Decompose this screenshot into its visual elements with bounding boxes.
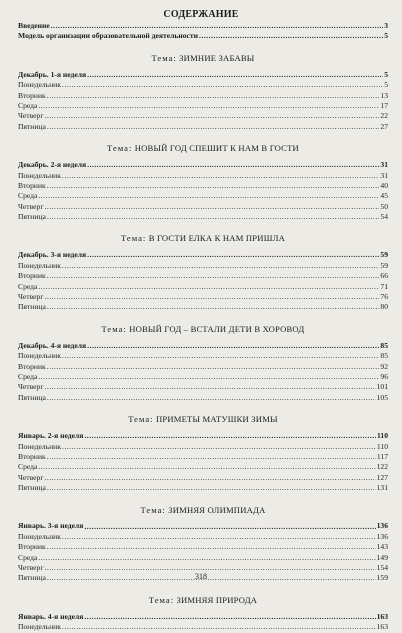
- toc-entry-page: 27: [380, 121, 388, 131]
- toc-day-entry: [18, 212, 388, 222]
- dot-leader: [62, 351, 379, 361]
- toc-entry-page: 5: [384, 80, 388, 90]
- toc-day-entry: [18, 282, 388, 292]
- toc-entry-label: Понедельник: [18, 441, 61, 451]
- toc-entry-page: 96: [380, 371, 388, 381]
- theme-heading: [18, 323, 388, 336]
- theme-word: Тема:: [148, 594, 175, 605]
- toc-entry-label: Пятница: [18, 212, 46, 222]
- toc-day-entry: [18, 302, 388, 312]
- toc-entry-page: 122: [376, 462, 388, 472]
- toc-day-entry: [18, 473, 388, 483]
- dot-leader: [47, 122, 380, 132]
- toc-entry-label: Вторник: [18, 180, 46, 190]
- toc-day-entry: [18, 622, 388, 632]
- toc-entry-label: Декабрь. 2-я неделя: [18, 160, 87, 170]
- toc-day-entry: [18, 351, 388, 361]
- toc-entry-page: 131: [376, 483, 388, 493]
- theme-name: ЗИМНЯЯ ПРИРОДА: [176, 594, 258, 605]
- toc-entry-label: Четверг: [18, 563, 44, 573]
- toc-entry-page: 159: [376, 573, 388, 583]
- dot-leader: [62, 442, 376, 452]
- dot-leader: [51, 21, 383, 31]
- toc-day-entry: [18, 393, 388, 403]
- dot-leader: [47, 271, 380, 281]
- toc-entry-page: 31: [380, 160, 388, 170]
- toc-entry-label: Модель организации образовательной деятельности: [18, 31, 199, 41]
- toc-day-entry: [18, 372, 388, 382]
- dot-leader: [38, 553, 375, 563]
- toc-entry-page: 13: [380, 90, 388, 100]
- theme-word: Тема:: [128, 414, 154, 425]
- theme-heading: [18, 52, 388, 65]
- toc-entry-label: Среда: [18, 552, 38, 562]
- dot-leader: [47, 181, 380, 191]
- dot-leader: [47, 91, 380, 101]
- toc-entry-page: 110: [376, 441, 388, 451]
- dot-leader: [199, 31, 383, 41]
- theme-name: ПРИМЕТЫ МАТУШКИ ЗИМЫ: [155, 414, 278, 425]
- theme-heading: [18, 504, 388, 517]
- toc-entry-label: Среда: [18, 100, 38, 110]
- toc-entry-label: Понедельник: [18, 170, 61, 180]
- toc-week-entry: [18, 160, 388, 170]
- toc-entry-page: 136: [376, 531, 388, 541]
- theme-heading: [18, 232, 388, 245]
- dot-leader: [44, 111, 379, 121]
- dot-leader: [38, 462, 375, 472]
- toc-entry-page: 17: [380, 100, 388, 110]
- toc-entry-page: 76: [380, 292, 388, 302]
- toc-entry-page: 85: [380, 351, 388, 361]
- toc-day-entry: [18, 171, 388, 181]
- toc-entry-label: Пятница: [18, 392, 46, 402]
- dot-leader: [87, 341, 379, 351]
- toc-entry-label: Пятница: [18, 483, 46, 493]
- toc-entry-page: 110: [377, 431, 388, 441]
- toc-entry-page: 143: [376, 542, 388, 552]
- toc-entry-page: 92: [380, 361, 388, 371]
- dot-leader: [87, 70, 383, 80]
- theme-name: НОВЫЙ ГОД – ВСТАЛИ ДЕТИ В ХОРОВОД: [129, 323, 305, 334]
- toc-entry-page: 163: [376, 622, 388, 632]
- toc-day-entry: [18, 292, 388, 302]
- toc-entry-label: Четверг: [18, 201, 44, 211]
- dot-leader: [44, 473, 375, 483]
- toc-entry-intro: [18, 21, 388, 31]
- theme-name: В ГОСТИ ЕЛКА К НАМ ПРИШЛА: [148, 233, 285, 244]
- toc-day-entry: [18, 362, 388, 372]
- theme-heading: [18, 413, 388, 426]
- dot-leader: [47, 542, 376, 552]
- toc-entry-label: Понедельник: [18, 80, 61, 90]
- toc-entry-page: 5: [384, 69, 388, 79]
- dot-leader: [38, 101, 379, 111]
- toc-entry-label: Среда: [18, 191, 38, 201]
- page-number: 318: [195, 572, 207, 581]
- toc-entry-page: 54: [380, 212, 388, 222]
- toc-entry-label: Вторник: [18, 271, 46, 281]
- dot-leader: [47, 393, 376, 403]
- toc-entry-page: 59: [380, 250, 388, 260]
- toc-day-entry: [18, 122, 388, 132]
- dot-leader: [62, 622, 376, 632]
- theme-heading: [18, 594, 388, 607]
- theme-name: ЗИМНИЕ ЗАБАВЫ: [179, 52, 255, 63]
- dot-leader: [84, 522, 375, 532]
- toc-entry-label: Январь. 4-я неделя: [18, 611, 84, 621]
- dot-leader: [44, 292, 379, 302]
- toc-day-entry: [18, 452, 388, 462]
- toc-week-entry: [18, 522, 388, 532]
- toc-entry-label: Среда: [18, 281, 38, 291]
- toc-entry-page: 80: [380, 302, 388, 312]
- toc-entry-page: 66: [380, 271, 388, 281]
- dot-leader: [87, 160, 379, 170]
- toc-day-entry: [18, 91, 388, 101]
- toc-day-entry: [18, 483, 388, 493]
- toc-entry-label: Понедельник: [18, 351, 61, 361]
- table-of-contents: [18, 21, 388, 633]
- theme-word: Тема:: [101, 323, 127, 334]
- toc-entry-page: 136: [376, 521, 388, 531]
- toc-day-entry: [18, 101, 388, 111]
- toc-day-entry: [18, 181, 388, 191]
- dot-leader: [47, 212, 380, 222]
- toc-entry-page: 22: [380, 111, 388, 121]
- toc-day-entry: [18, 80, 388, 90]
- toc-entry-page: 50: [380, 201, 388, 211]
- toc-entry-page: 101: [376, 382, 388, 392]
- toc-entry-label: Декабрь. 1-я неделя: [18, 69, 87, 79]
- dot-leader: [62, 532, 376, 542]
- toc-week-entry: [18, 70, 388, 80]
- theme-word: Тема:: [107, 143, 133, 154]
- toc-week-entry: [18, 341, 388, 351]
- dot-leader: [38, 372, 379, 382]
- toc-entry-label: Пятница: [18, 302, 46, 312]
- toc-entry-page: 31: [380, 170, 388, 180]
- toc-day-entry: [18, 553, 388, 563]
- toc-entry-page: 40: [380, 180, 388, 190]
- page-title: СОДЕРЖАНИЕ: [163, 9, 239, 20]
- dot-leader: [47, 302, 380, 312]
- toc-day-entry: [18, 202, 388, 212]
- dot-leader: [47, 483, 376, 493]
- toc-entry-label: Введение: [18, 21, 50, 30]
- toc-day-entry: [18, 261, 388, 271]
- dot-leader: [47, 452, 376, 462]
- toc-entry-page: 59: [380, 260, 388, 270]
- theme-name: НОВЫЙ ГОД СПЕШИТ К НАМ В ГОСТИ: [134, 143, 299, 154]
- toc-entry-label: Среда: [18, 371, 38, 381]
- toc-entry-model: [18, 31, 388, 41]
- toc-entry-label: Четверг: [18, 292, 44, 302]
- dot-leader: [87, 250, 379, 260]
- toc-entry-label: Вторник: [18, 542, 46, 552]
- toc-entry-label: Пятница: [18, 121, 46, 131]
- dot-leader: [38, 282, 379, 292]
- toc-entry-page: 105: [376, 392, 388, 402]
- dot-leader: [44, 202, 379, 212]
- toc-day-entry: [18, 111, 388, 121]
- toc-entry-label: Декабрь. 3-я неделя: [18, 250, 87, 260]
- toc-entry-page: 5: [384, 31, 388, 41]
- dot-leader: [84, 612, 375, 622]
- toc-entry-label: Январь. 2-я неделя: [18, 431, 84, 441]
- theme-word: Тема:: [151, 52, 177, 63]
- toc-day-entry: [18, 191, 388, 201]
- dot-leader: [38, 191, 379, 201]
- theme-word: Тема:: [140, 504, 166, 515]
- dot-leader: [62, 171, 379, 181]
- toc-entry-page: 163: [376, 611, 388, 621]
- theme-name: ЗИМНЯЯ ОЛИМПИАДА: [168, 504, 266, 515]
- toc-day-entry: [18, 271, 388, 281]
- dot-leader: [62, 261, 379, 271]
- toc-entry-label: Январь. 3-я неделя: [18, 521, 84, 531]
- toc-entry-label: Вторник: [18, 90, 46, 100]
- toc-entry-label: Декабрь. 4-я неделя: [18, 340, 87, 350]
- toc-entry-label: Пятница: [18, 573, 46, 583]
- toc-entry-label: Четверг: [18, 382, 44, 392]
- toc-entry-label: Вторник: [18, 451, 46, 461]
- toc-entry-label: Среда: [18, 462, 38, 472]
- dot-leader: [84, 431, 376, 441]
- theme-word: Тема:: [121, 233, 147, 244]
- toc-entry-label: Понедельник: [18, 260, 61, 270]
- toc-day-entry: [18, 462, 388, 472]
- toc-entry-label: Вторник: [18, 361, 46, 371]
- dot-leader: [62, 80, 383, 90]
- toc-entry-page: 71: [380, 281, 388, 291]
- toc-week-entry: [18, 431, 388, 441]
- theme-heading: [18, 142, 388, 155]
- toc-week-entry: [18, 250, 388, 260]
- toc-entry-page: 149: [376, 552, 388, 562]
- toc-day-entry: [18, 442, 388, 452]
- toc-week-entry: [18, 612, 388, 622]
- dot-leader: [47, 362, 380, 372]
- toc-entry-page: 154: [376, 563, 388, 573]
- toc-entry-page: 3: [384, 21, 388, 30]
- toc-entry-page: 45: [380, 191, 388, 201]
- dot-leader: [44, 382, 375, 392]
- toc-day-entry: [18, 532, 388, 542]
- toc-day-entry: [18, 542, 388, 552]
- toc-day-entry: [18, 382, 388, 392]
- toc-entry-page: 127: [376, 472, 388, 482]
- toc-entry-label: Четверг: [18, 472, 44, 482]
- toc-entry-page: 117: [376, 451, 388, 461]
- toc-entry-page: 85: [380, 340, 388, 350]
- toc-entry-label: Понедельник: [18, 622, 61, 632]
- toc-entry-label: Четверг: [18, 111, 44, 121]
- toc-entry-label: Понедельник: [18, 531, 61, 541]
